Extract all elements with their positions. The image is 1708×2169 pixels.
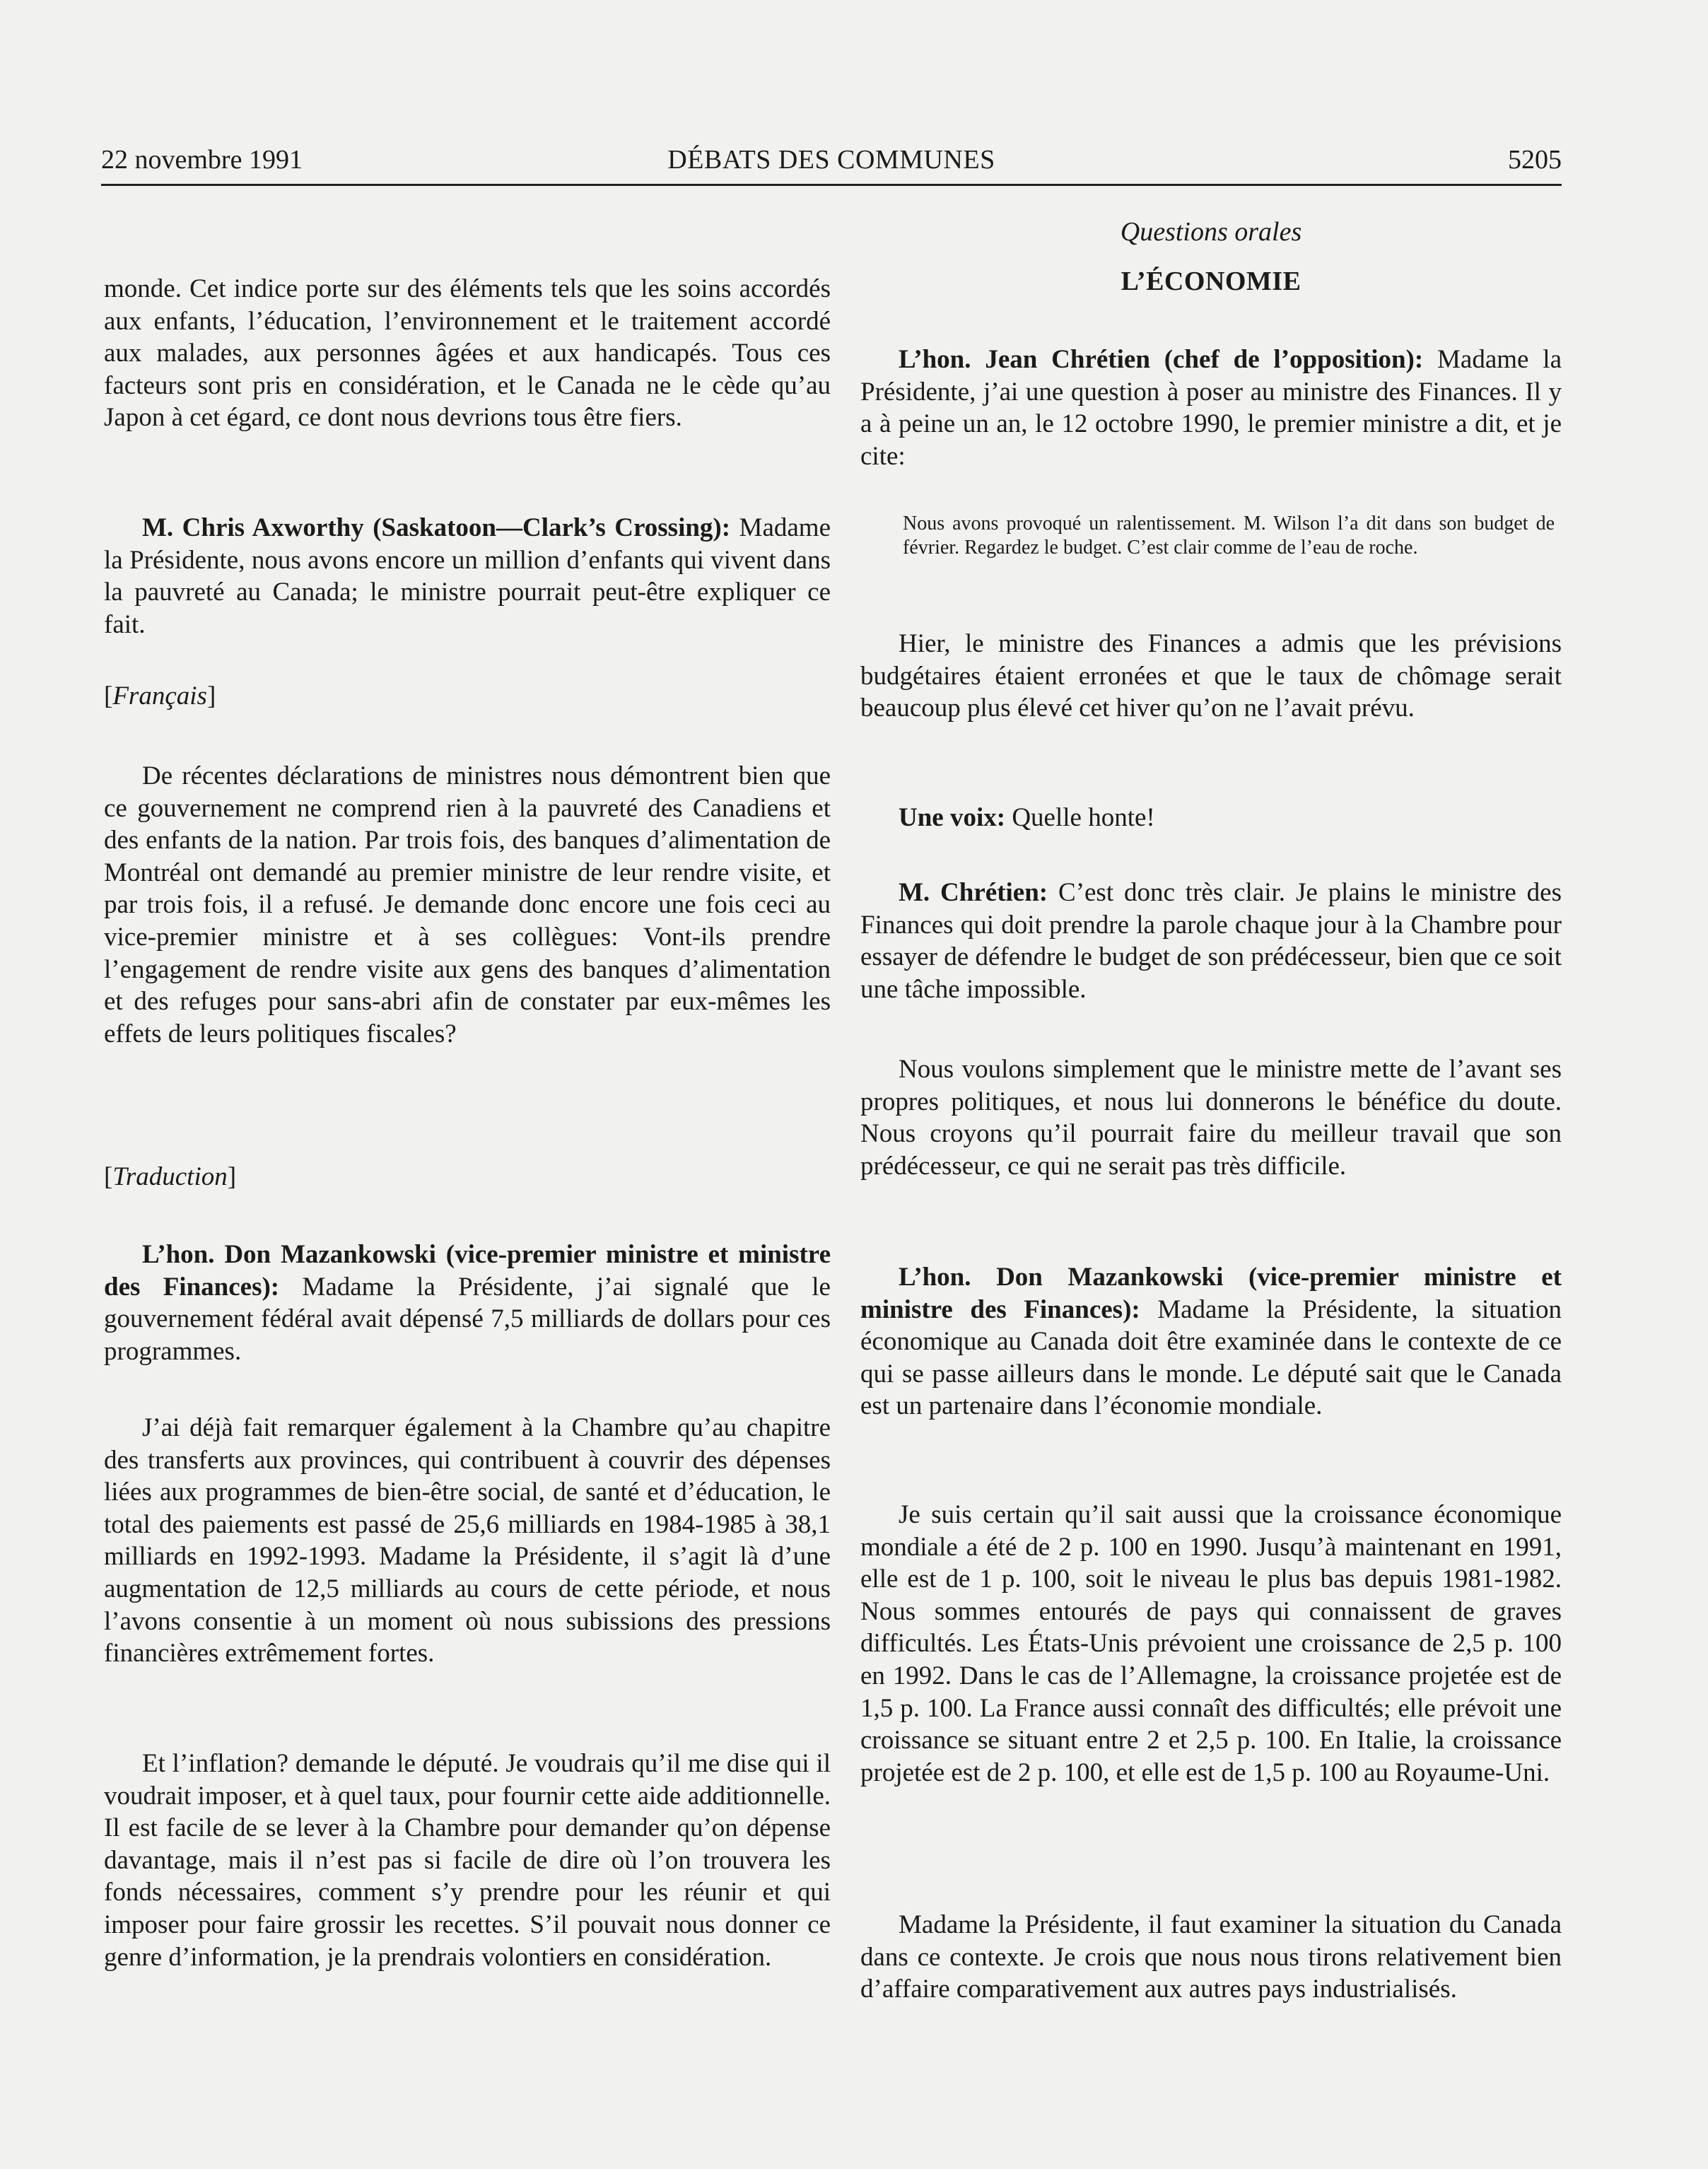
paragraph: Une voix: Quelle honte! bbox=[899, 803, 1155, 832]
paragraph: L’hon. Don Mazankowski (vice-premier ministre et ministre des Finances): Madame la Présidente, j’ai signalé que le gouvernement fédéral avait dépensé 7,5 milliards de dollars pour ces programmes. bbox=[104, 1240, 831, 1366]
speaker-name: M. Chrétien: bbox=[899, 878, 1048, 907]
paragraph: Hier, le ministre des Finances a admis que les prévisions budgétaires étaient erronées et que le taux de chômage serait beaucoup plus élevé cet hiver qu’on ne l’avait prévu. bbox=[860, 629, 1562, 723]
paragraph: J’ai déjà fait remarquer également à la Chambre qu’au chapitre des transferts aux provinces, qui contribuent à couvrir des dépenses liées aux programmes de bien-être social, de santé et d’éducation, le total des paiements est passé de 25,6 milliards en 1984-1985 à 38,1 milliards en 1992-1993. Madame la Présidente, il s’agit là d’une augmentation de 12,5 milliards au cours de cette période, et nous l’avons consentie à un moment où nous subissions des pressions financières extrêmement fortes. bbox=[104, 1413, 831, 1668]
paragraph: M. Chris Axworthy (Saskatoon—Clark’s Crossing): Madame la Présidente, nous avons encore un million d’enfants qui vivent dans la pauvreté au Canada; le ministre pourrait peut-être expliquer ce fait. bbox=[104, 513, 831, 639]
language-tag: [Traduction] bbox=[104, 1162, 237, 1191]
speaker-name: L’hon. Don Mazankowski (vice-premier ministre et ministre des Finances): bbox=[104, 1240, 831, 1302]
paragraph: Je suis certain qu’il sait aussi que la croissance économique mondiale a été de 2 p. 100 en 1990. Jusqu’à maintenant en 1991, elle est de 1 p. 100, soit le niveau le plus bas depuis 1981-1982. Nous sommes entourés de pays qui connaissent de graves difficultés. Les États-Unis prévoient une croissance de 2,5 p. 100 en 1992. Dans le cas de l’Allemagne, la croissance projetée est de 1,5 p. 100. La France aussi connaît des difficultés; elle prévoit une croissance se situant entre 2 et 2,5 p. 100. En Italie, la croissance projetée est de 2 p. 100, et elle est de 1,5 p. 100 au Royaume-Uni. bbox=[860, 1500, 1562, 1787]
page-header bbox=[101, 139, 1562, 181]
section-label: Questions orales bbox=[1120, 217, 1302, 247]
paragraph: L’hon. Jean Chrétien (chef de l’opposition): Madame la Présidente, j’ai une question à poser au ministre des Finances. Il y a à peine un an, le 12 octobre 1990, le premier ministre a dit, et je cite: bbox=[860, 345, 1562, 471]
paragraph: Madame la Présidente, il faut examiner la situation du Canada dans ce contexte. Je crois que nous nous tirons relativement bien d’affaire comparativement aux autres pays industrialisés. bbox=[860, 1910, 1562, 2004]
speaker-name: M. Chris Axworthy (Saskatoon—Clark’s Crossing): bbox=[142, 513, 731, 542]
language-tag: [Français] bbox=[104, 682, 216, 711]
paragraph: Et l’inflation? demande le député. Je voudrais qu’il me dise qui il voudrait imposer, et à quel taux, pour fournir cette aide additionnelle. Il est facile de se lever à la Chambre pour demander qu’on dépense davantage, mais il n’est pas si facile de dire où l’on trouvera les fonds nécessaires, comment s’y prendre pour les réunir et qui imposer pour faire grossir les recettes. S’il pouvait nous donner ce genre d’information, je la prendrais volontiers en considération. bbox=[104, 1749, 831, 1972]
paragraph: M. Chrétien: C’est donc très clair. Je plains le ministre des Finances qui doit prendre la parole chaque jour à la Chambre pour essayer de défendre le budget de son prédécesseur, bien que ce soit une tâche impossible. bbox=[860, 878, 1562, 1004]
paragraph: Nous voulons simplement que le ministre mette de l’avant ses propres politiques, et nous lui donnerons le bénéfice du doute. Nous croyons qu’il pourrait faire du meilleur travail que son prédécesseur, ce qui ne serait pas très difficile. bbox=[860, 1055, 1562, 1181]
header-date: 22 novembre 1991 bbox=[101, 145, 303, 175]
speaker-name: L’hon. Don Mazankowski (vice-premier ministre et ministre des Finances): bbox=[860, 1263, 1562, 1324]
quotation: Nous avons provoqué un ralentissement. M. Wilson l’a dit dans son budget de février. Regardez le budget. C’est clair comme de l’eau de roche. bbox=[903, 513, 1555, 559]
section-heading: L’ÉCONOMIE bbox=[1121, 267, 1302, 296]
paragraph: L’hon. Don Mazankowski (vice-premier ministre et ministre des Finances): Madame la Présidente, la situation économique au Canada doit être examinée dans le contexte de ce qui se passe ailleurs dans le monde. Le député sait que le Canada est un partenaire dans l’économie mondiale. bbox=[860, 1263, 1562, 1421]
paragraph: De récentes déclarations de ministres nous démontrent bien que ce gouvernement ne comprend rien à la pauvreté des Canadiens et des enfants de la nation. Par trois fois, des banques d’alimentation de Montréal ont demandé au premier ministre de leur rendre visite, et par trois fois, il a refusé. Je demande donc encore une fois ceci au vice-premier ministre et à ses collègues: Vont-ils prendre l’engagement de rendre visite aux gens des banques d’alimentation et des refuges pour sans-abri afin de constater par eux-mêmes les effets de leurs politiques fiscales? bbox=[104, 761, 831, 1048]
speaker-name: Une voix: bbox=[899, 803, 1006, 832]
header-page-number: 5205 bbox=[1508, 145, 1562, 175]
header-publication-title: DÉBATS DES COMMUNES bbox=[667, 145, 995, 175]
header-rule bbox=[101, 184, 1562, 186]
paragraph: monde. Cet indice porte sur des éléments tels que les soins accordés aux enfants, l’éducation, l’environnement et le traitement accordé aux malades, aux personnes âgées et aux handicapés. Tous ces facteurs sont pris en considération, et le Canada ne le cède qu’au Japon à cet égard, ce dont nous devrions tous être fiers. bbox=[104, 274, 831, 433]
speaker-name: L’hon. Jean Chrétien (chef de l’opposition): bbox=[899, 345, 1424, 374]
